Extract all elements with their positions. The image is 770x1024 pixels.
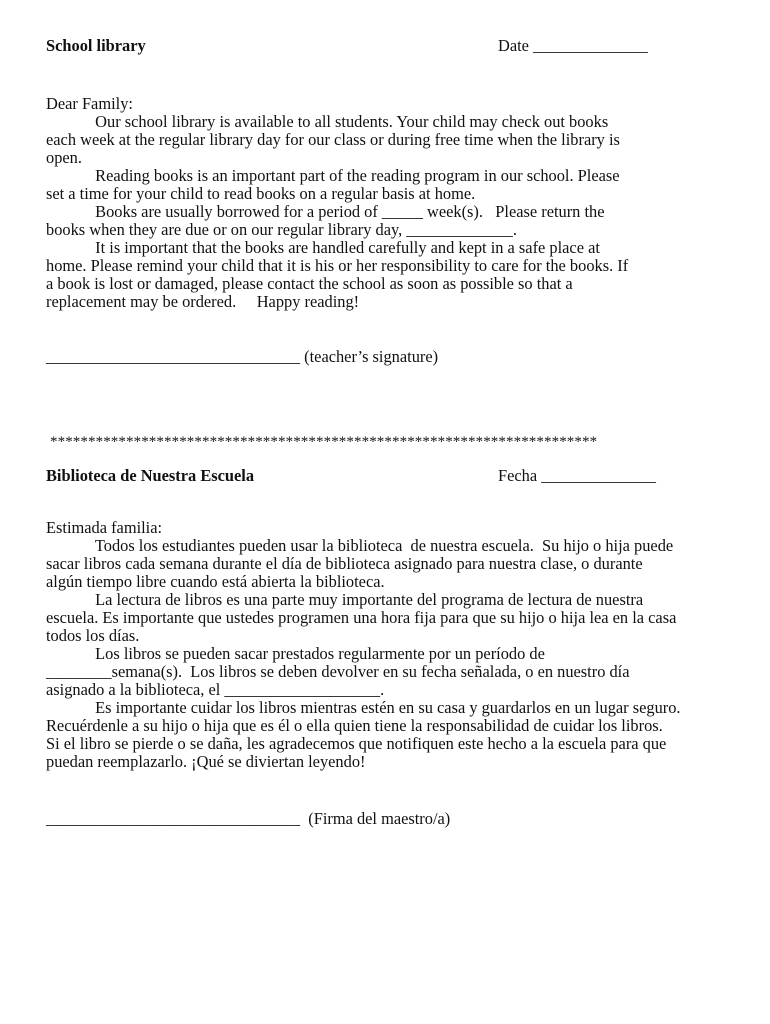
english-line: Our school library is available to all students. Your child may check out books bbox=[46, 112, 609, 131]
teacher-signature-line: _______________________________ (teacher’s signature) bbox=[46, 347, 439, 366]
english-line: set a time for your child to read books on a regular basis at home. bbox=[46, 184, 476, 203]
spanish-line: La lectura de libros es una parte muy importante del programa de lectura de nuestra bbox=[46, 590, 644, 609]
spanish-line: puedan reemplazarlo. ¡Qué se diviertan leyendo! bbox=[46, 752, 366, 771]
spanish-line: ________semana(s). Los libros se deben devolver en su fecha señalada, o en nuestro día bbox=[46, 662, 630, 681]
spanish-line: asignado a la biblioteca, el ___________________. bbox=[46, 680, 385, 699]
english-line: home. Please remind your child that it is his or her responsibility to care for the books. If bbox=[46, 256, 629, 275]
section-divider: ************************************************************************ bbox=[50, 434, 598, 450]
spanish-line: sacar libros cada semana durante el día de biblioteca asignado para nuestra clase, o durante bbox=[46, 554, 643, 573]
spanish-line: Recuérdenle a su hijo o hija que es él o ella quien tiene la responsabilidad de cuidar los libros. bbox=[46, 716, 663, 735]
teacher-signature-line-spanish: _______________________________ (Firma del maestro/a) bbox=[46, 809, 451, 828]
spanish-line: escuela. Es importante que ustedes programen una hora fija para que su hijo o hija lea en la casa bbox=[46, 608, 677, 627]
spanish-line: todos los días. bbox=[46, 626, 140, 645]
spanish-title: Biblioteca de Nuestra Escuela bbox=[46, 466, 255, 485]
spanish-line: Estimada familia: bbox=[46, 518, 163, 537]
spanish-line: Si el libro se pierde o se daña, les agradecemos que notifiquen este hecho a la escuela para que bbox=[46, 734, 667, 753]
spanish-line: algún tiempo libre cuando está abierta la biblioteca. bbox=[46, 572, 385, 591]
english-title: School library bbox=[46, 36, 146, 55]
english-line: replacement may be ordered. Happy reading! bbox=[46, 292, 360, 311]
english-line: a book is lost or damaged, please contact the school as soon as possible so that a bbox=[46, 274, 573, 293]
spanish-date-field: Fecha ______________ bbox=[498, 466, 656, 485]
english-line: books when they are due or on our regular library day, _____________. bbox=[46, 220, 517, 239]
english-line: each week at the regular library day for our class or during free time when the library is bbox=[46, 130, 620, 149]
english-date-field: Date ______________ bbox=[498, 36, 648, 55]
spanish-line: Es importante cuidar los libros mientras estén en su casa y guardarlos en un lugar seguro. bbox=[46, 698, 681, 717]
english-line: It is important that the books are handled carefully and kept in a safe place at bbox=[46, 238, 600, 257]
english-line: open. bbox=[46, 148, 82, 167]
spanish-line: Todos los estudiantes pueden usar la biblioteca de nuestra escuela. Su hijo o hija puede bbox=[46, 536, 674, 555]
english-line: Dear Family: bbox=[46, 94, 133, 113]
spanish-line: Los libros se pueden sacar prestados regularmente por un período de bbox=[46, 644, 545, 663]
english-line: Reading books is an important part of the reading program in our school. Please bbox=[46, 166, 620, 185]
english-line: Books are usually borrowed for a period of _____ week(s). Please return the bbox=[46, 202, 605, 221]
